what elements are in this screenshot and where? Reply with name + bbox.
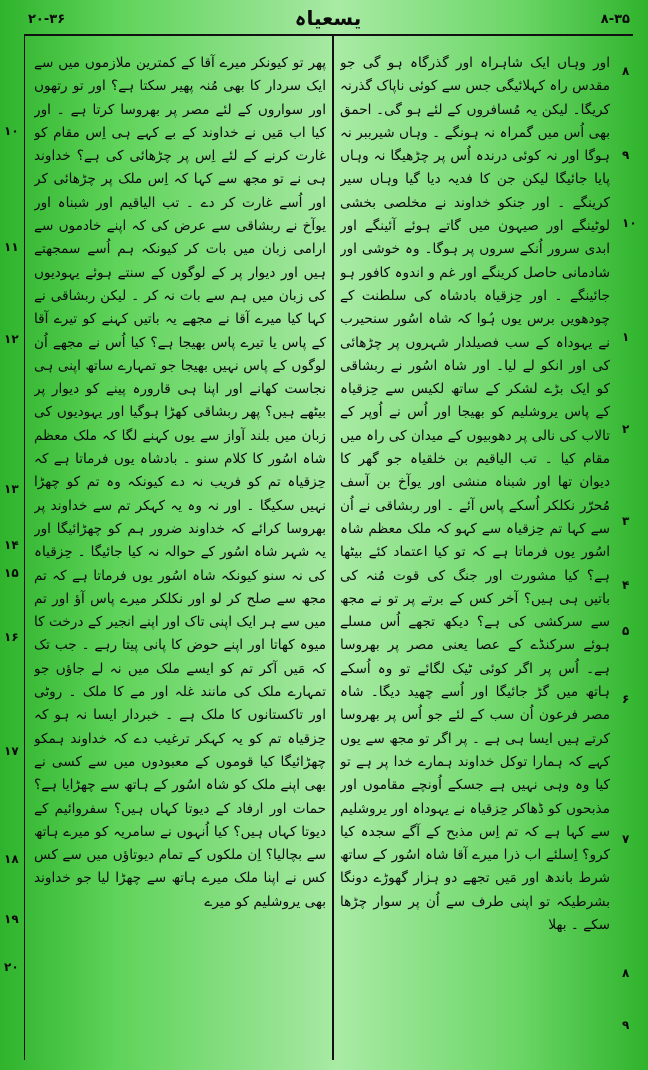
verse-number: ۸ xyxy=(622,64,630,78)
header-reference-right: ۸-۳۵ xyxy=(600,12,630,27)
verse-number: ۱۷ xyxy=(4,744,19,758)
left-column-paragraph: پھر تو کیونکر میرے آقا کے کمترین ملازموں میں سے ایک سردار کا بھی مُنہ پھیر سکتا ہے؟ اور تو رتھوں اور سواروں کے لئے مصر پر بھروسا کرتا ہے ۔ اور کیا اب مَیں نے خداوند کے بے کہے ہی اِس مقام کو غارت کرنے کے لئے اِس پر چڑھائی کی ہے؟ خداوند ہی نے تو مجھ سے کہا کہ اِس ملک پر چڑھائی کر اور اُسے غارت کر دے ۔ تب الیاقیم اور شبناہ اور یوآخ نے ربشاقی سے عرض کی کہ اپنے خادموں سے ارامی زبان میں بات کر کیونکہ ہم اُسے سمجھتے ہیں اور دیوار پر کے لوگوں کے سنتے ہوئے یہودیوں کی زبان میں ہم سے بات نہ کر ۔ لیکن ربشاقی نے کہا کیا میرے آقا نے مجھے یہ باتیں کہنے کو تیرے آقا کے پاس یا تیرے پاس بھیجا ہے؟ کیا اُس نے مجھے اُن لوگوں کے پاس نہیں بھیجا جو تمہارے ساتھ اپنی ہی نجاست کھانے اور اپنا ہی قارورہ پینے کو دیوار پر بیٹھے ہیں؟ پھر ربشاقی کھڑا ہوگیا اور یہودیوں کی زبان میں بلند آواز سے یوں کہنے لگا کہ ملک معظم شاہ اسُور کا کلام سنو ۔ بادشاہ یوں فرماتا ہے کہ حِزقیاہ تم کو فریب نہ دے کیونکہ وہ تم کو چھڑا نہیں سکیگا ۔ اور نہ وہ یہ کہکر تم سے خداوند پر بھروسا کرائے کہ خداوند ضرور ہم کو چھڑائیگا اور یہ شہر شاہ اسُور کے حوالہ نہ کیا جائیگا ۔ حِزقیاہ کی نہ سنو کیونکہ شاہ اسُور یوں فرماتا ہے کہ تم مجھ سے صلح کر لو اور نکلکر میرے پاس آؤ اور تم میں سے ہر ایک اپنی تاک اور اپنے انجیر کے درخت کا میوہ کھاتا اور اپنے حوض کا پانی پیتا رہے ۔ جب تک کہ مَیں آکر تم کو ایسے ملک میں نہ لے جاؤں جو تمہارے ملک کی مانند غلہ اور مے کا ملک ۔ روٹی اور تاکستانوں کا ملک ہے ۔ خبردار ایسا نہ ہو کہ حِزقیاہ تم کو یہ کہکر ترغیب دے کہ خداوند ہمکو چھڑائیگا کیا قوموں کے معبودوں میں سے کسی نے بھی اپنے ملک کو شاہ اسُور کے ہاتھ سے چھڑایا ہے؟ حمات اور ارفاد کے دیوتا کہاں ہیں؟ سفروائیم کے دیوتا کہاں ہیں؟ کیا اُنہوں نے سامریہ کو میرے ہاتھ سے بچالیا؟ اِن ملکوں کے تمام دیوتاؤں میں سے کس کس نے اپنا ملک میرے ہاتھ سے چھڑا لیا جو خداوند بھی یروشلیم کو میرے xyxy=(34,55,326,910)
verse-number: ۱۵ xyxy=(4,566,19,580)
verse-number: ۱۸ xyxy=(4,852,19,866)
verse-number: ۱۰ xyxy=(622,216,637,230)
verse-number: ۹ xyxy=(622,148,630,162)
verse-number: ۳ xyxy=(622,514,630,528)
verse-number: ۱۱ xyxy=(4,240,19,254)
verse-number: ۱۴ xyxy=(4,538,19,552)
header-reference-left: ۲۰-۳۶ xyxy=(28,12,66,27)
book-title: یسعیاہ xyxy=(294,6,362,30)
verse-number: ۸ xyxy=(622,966,630,980)
verse-number: ۱۰ xyxy=(4,124,19,138)
verse-number: ۱ xyxy=(622,330,630,344)
page-header xyxy=(22,4,634,34)
verse-number: ۲ xyxy=(622,422,630,436)
right-column-paragraph: اور وہاں ایک شاہراہ اور گذرگاہ ہو گی جو مقدس راہ کہلائیگی جس سے کوئی ناپاک گذرنہ کریگا۔ لیکن یہ مُسافروں کے لئے ہو گی۔ احمق بھی اُس میں گمراہ نہ ہونگے ۔ وہاں شیرببر نہ ہوگا اور نہ کوئی درندہ اُس پر چڑھیگا نہ وہاں پایا جائیگا لیکن جن کا فدیہ دیا گیا وہاں سیر کرینگے ۔ اور جنکو خداوند نے مخلصی بخشی لوٹینگے اور صیہون میں گاتے ہوئے آئینگے اور ابدی سرور اُنکے سروں پر ہوگا۔ وہ خوشی اور شادمانی حاصل کرینگے اور غم و اندوہ کافور ہو جائینگے ۔ اور حِزقیاہ بادشاہ کی سلطنت کے چودھویں برس یوں ہُوا کہ شاہ اسُور سنحیرب نے یہوداہ کے سب فصیلدار شہروں پر چڑھائی کی اور انکو لے لیا۔ اور شاہ اسُور نے ربشاقی کو ایک بڑے لشکر کے ساتھ لکیس سے حِزقیاہ کے پاس یروشلیم کو بھیجا اور اُس نے اُوپر کے تالاب کی نالی پر دھوبیوں کے میدان کی راہ میں مقام کیا ۔ تب الیاقیم بن خلقیاہ جو گھر کا دیوان تھا اور شبناہ منشی اور یوآخ بن آسف مُحرّر نکلکر اُسکے پاس آئے ۔ اور ربشاقی نے اُن سے کہا تم حِزقیاہ سے کہو کہ ملک معظم شاہ اسُور یوں فرماتا ہے کہ تو کیا اعتماد کئے بیٹھا ہے؟ کیا مشورت اور جنگ کی قوت مُنہ کی باتیں ہی ہیں؟ آخر کس کے برتے پر تو نے مجھ سے سرکشی کی ہے؟ دیکھ تجھے اُس مسلے ہوئے سرکنڈے کے عصا یعنی مصر پر بھروسا ہے۔ اُس پر اگر کوئی ٹیک لگائے تو وہ اُسکے ہاتھ میں گڑ جائیگا اور اُسے چھید دیگا۔ شاہ مصر فرعون اُن سب کے لئے جو اُس پر بھروسا کرتے ہیں ایسا ہی ہے ۔ پر اگر تو مجھ سے یوں کہے کہ ہمارا توکل خداوند ہمارے خدا پر ہے تو کیا وہ وہی نہیں ہے جسکے اُونچے مقاموں اور مذبحوں کو ڈھاکر حِزقیاہ نے یہوداہ اور یروشلیم سے کہا ہے کہ تم اِس مذبح کے آگے سجدہ کیا کرو؟ اِسلئے اب ذرا میرے آقا شاہ اسُور کے ساتھ شرط باندھ اور مَیں تجھے دو ہزار گھوڑے دونگا بشرطیکہ تو اپنی طرف سے اُن پر سوار چڑھا سکے ۔ بھلا xyxy=(340,55,610,933)
verse-number: ۴ xyxy=(622,578,630,592)
verse-number: ۱۹ xyxy=(4,912,19,926)
right-column-text xyxy=(340,52,610,1052)
verse-number: ۷ xyxy=(622,832,630,846)
column-divider xyxy=(332,36,334,1060)
verse-number: ۹ xyxy=(622,1018,630,1032)
verse-number: ۱۲ xyxy=(4,332,19,346)
left-column-text xyxy=(34,52,326,1052)
verse-number: ۲۰ xyxy=(4,960,19,974)
verse-number: ۵ xyxy=(622,624,630,638)
verse-number: ۱۳ xyxy=(4,482,19,496)
verse-number: ۱۶ xyxy=(4,630,19,644)
verse-number: ۶ xyxy=(622,692,630,706)
